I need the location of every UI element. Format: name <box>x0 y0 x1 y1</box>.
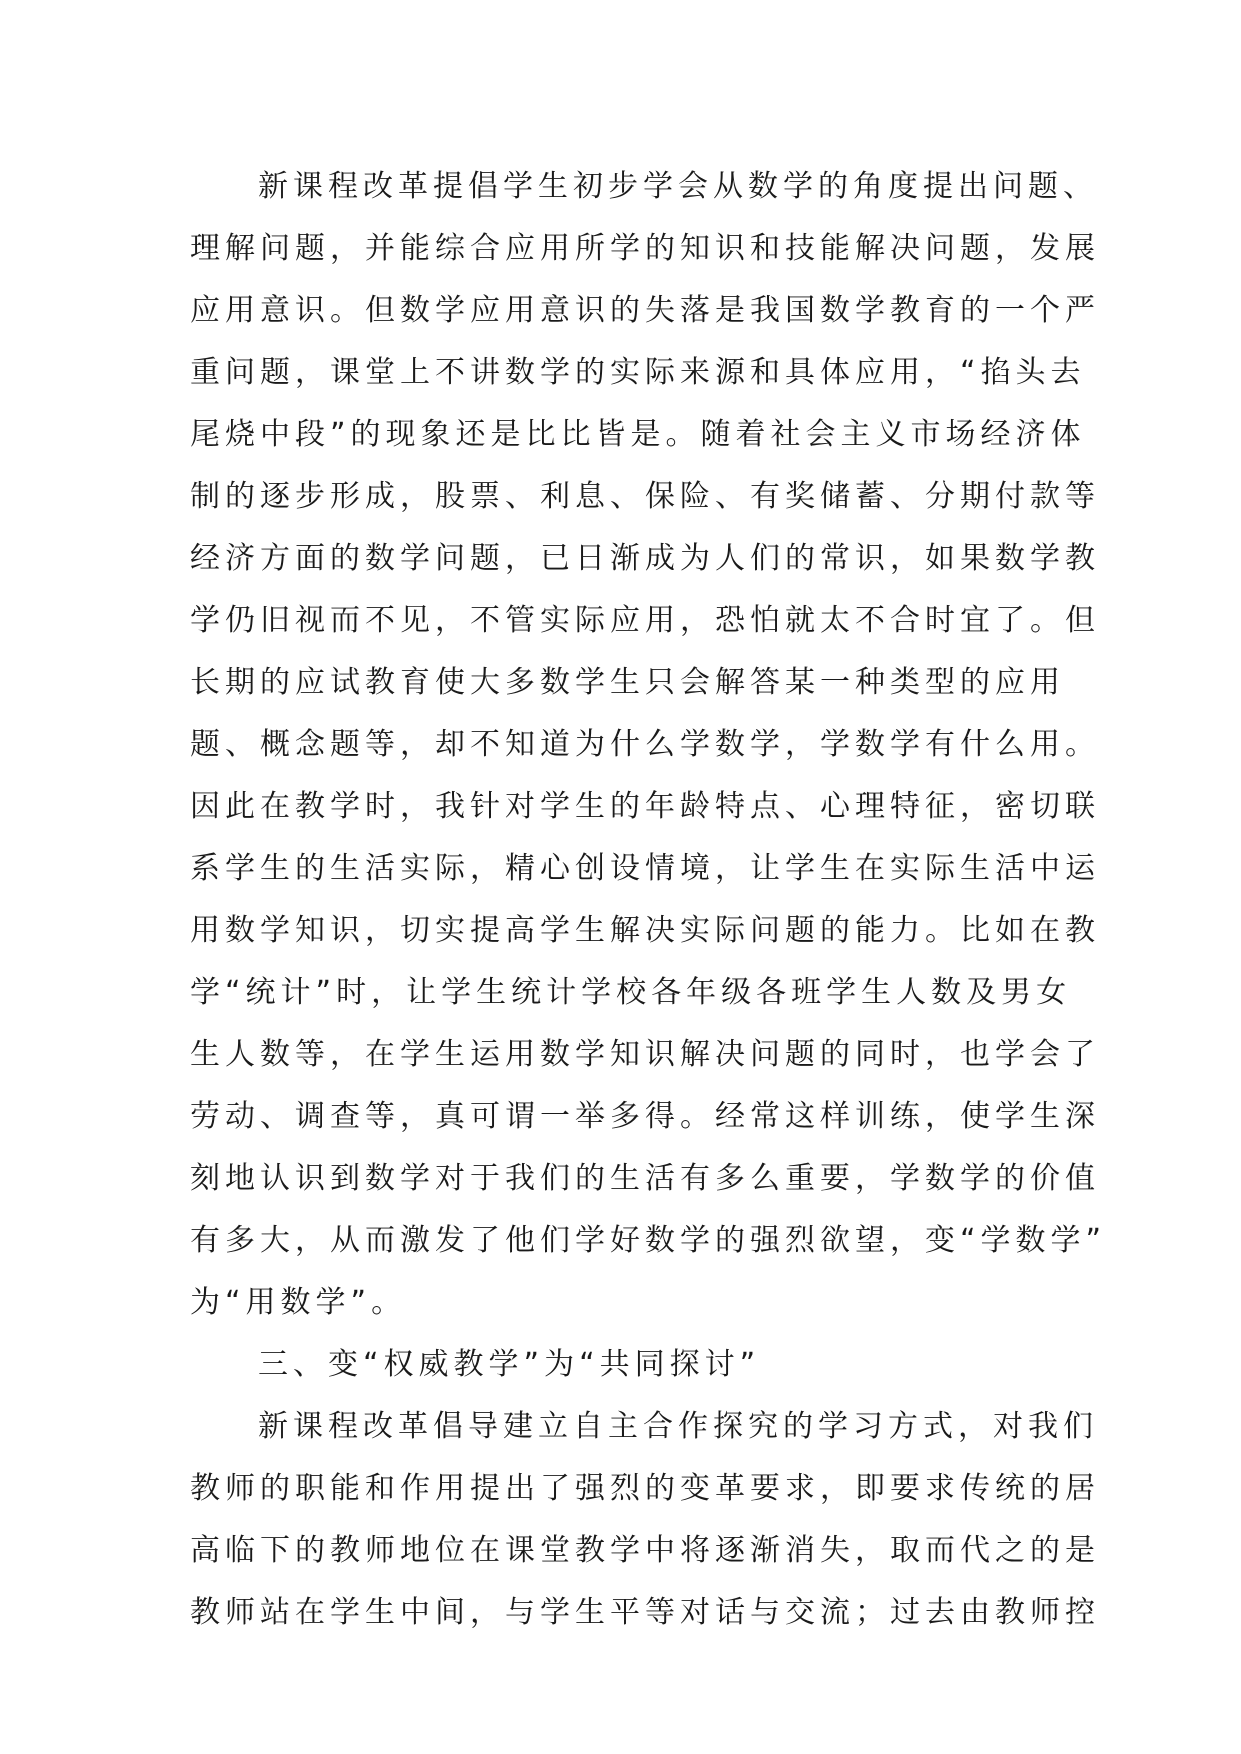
paragraph-line: 劳动、调查等，真可谓一举多得。经常这样训练，使学生深 <box>190 1099 1100 1134</box>
paragraph-line: 制的逐步形成，股票、利息、保险、有奖储蓄、分期付款等 <box>190 479 1100 514</box>
paragraph-line: 新课程改革倡导建立自主合作探究的学习方式，对我们 <box>258 1409 1098 1444</box>
paragraph-line: 新课程改革提倡学生初步学会从数学的角度提出问题、 <box>258 169 1098 204</box>
paragraph-line: 长期的应试教育使大多数学生只会解答某一种类型的应用 <box>190 665 1065 700</box>
section-heading: 三、变“权威教学”为“共同探讨” <box>258 1347 761 1382</box>
paragraph-line: 为“用数学”。 <box>190 1285 407 1320</box>
paragraph-line: 学仍旧视而不见，不管实际应用，恐怕就太不合时宜了。但 <box>190 603 1100 638</box>
paragraph-line: 有多大，从而激发了他们学好数学的强烈欲望，变“学数学” <box>190 1223 1107 1258</box>
paragraph-line: 用数学知识，切实提高学生解决实际问题的能力。比如在教 <box>190 913 1100 948</box>
paragraph-line: 尾烧中段”的现象还是比比皆是。随着社会主义市场经济体 <box>190 417 1086 452</box>
paragraph-line: 应用意识。但数学应用意识的失落是我国数学教育的一个严 <box>190 293 1100 328</box>
paragraph-line: 生人数等，在学生运用数学知识解决问题的同时，也学会了 <box>190 1037 1100 1072</box>
paragraph-line: 高临下的教师地位在课堂教学中将逐渐消失，取而代之的是 <box>190 1533 1100 1568</box>
paragraph-line: 刻地认识到数学对于我们的生活有多么重要，学数学的价值 <box>190 1161 1100 1196</box>
paragraph-line: 教师的职能和作用提出了强烈的变革要求，即要求传统的居 <box>190 1471 1100 1506</box>
paragraph-line: 教师站在学生中间，与学生平等对话与交流；过去由教师控 <box>190 1595 1100 1630</box>
paragraph-line: 学“统计”时，让学生统计学校各年级各班学生人数及男女 <box>190 975 1072 1010</box>
paragraph-line: 重问题，课堂上不讲数学的实际来源和具体应用，“掐头去 <box>190 355 1086 390</box>
paragraph-line: 理解问题，并能综合应用所学的知识和技能解决问题，发展 <box>190 231 1100 266</box>
paragraph-line: 题、概念题等，却不知道为什么学数学，学数学有什么用。 <box>190 727 1100 762</box>
paragraph-line: 系学生的生活实际，精心创设情境，让学生在实际生活中运 <box>190 851 1100 886</box>
body-text <box>190 156 1107 1644</box>
paragraph-line: 经济方面的数学问题，已日渐成为人们的常识，如果数学教 <box>190 541 1100 576</box>
paragraph-line: 因此在教学时，我针对学生的年龄特点、心理特征，密切联 <box>190 789 1100 824</box>
